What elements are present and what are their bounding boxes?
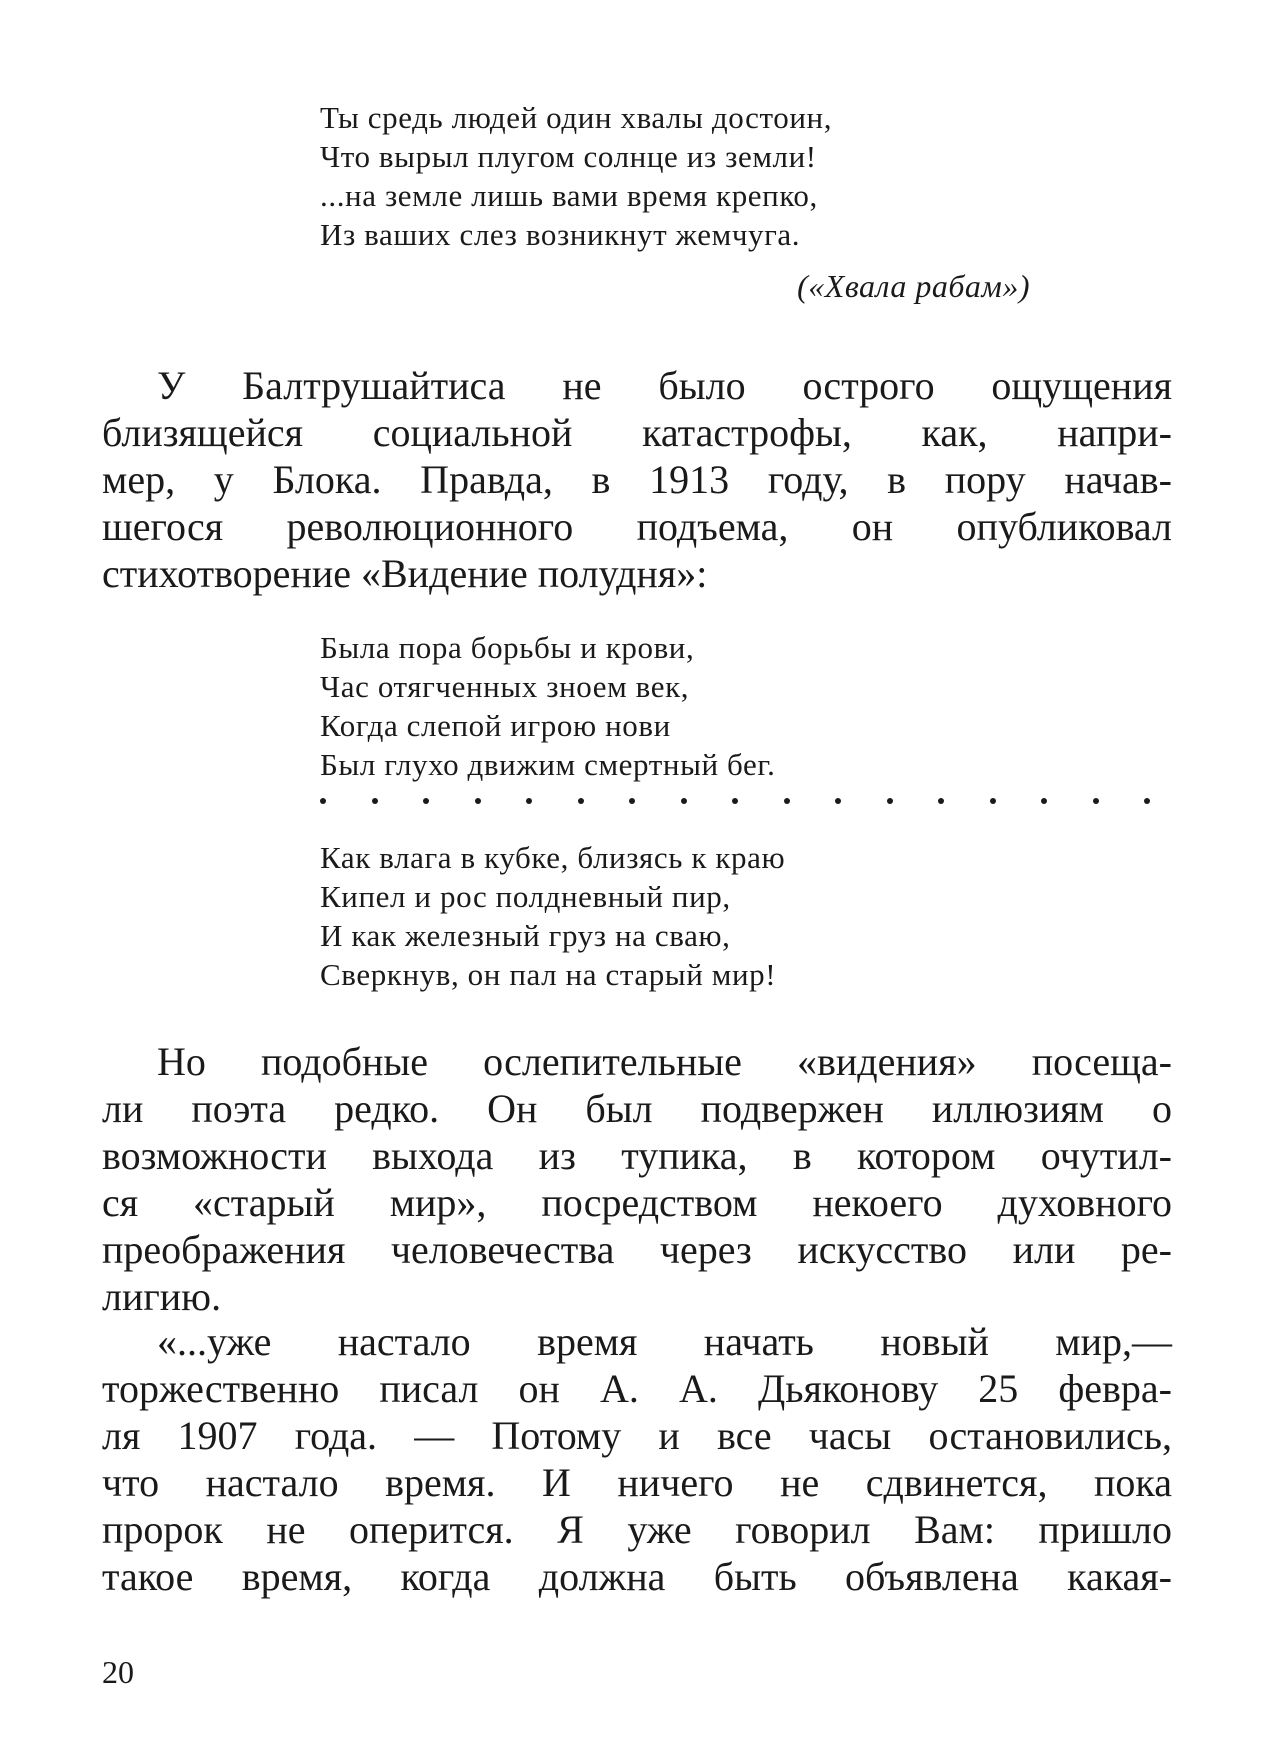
omission-dot: [320, 798, 326, 804]
verse-attribution: («Хвала рабам»): [797, 268, 1030, 304]
verse-line: Когда слепой игрою нови: [320, 708, 671, 743]
verse-line: Как влага в кубке, близясь к краю: [320, 840, 786, 875]
verse-line: Что вырыл плугом солнце из земли!: [320, 139, 817, 174]
paragraph-line: ли поэта редко. Он был подвержен иллюзиям о: [102, 1086, 1172, 1131]
paragraph-line: преображения человечества через искусство или ре-: [102, 1227, 1172, 1272]
omission-dot: [835, 798, 841, 804]
verse-line: Был глухо движим смертный бег.: [320, 747, 776, 782]
verse-line: Ты средь людей один хвалы достоин,: [320, 100, 833, 135]
omission-dot: [578, 798, 584, 804]
omission-dot: [1144, 798, 1150, 804]
paragraph-line: торжественно писал он А. А. Дьяконову 25 февра-: [102, 1366, 1172, 1411]
paragraph-line: шегося революционного подъема, он опубликовал: [102, 504, 1172, 549]
verse-line: И как железный груз на сваю,: [320, 918, 731, 953]
omission-dot: [887, 798, 893, 804]
omission-dot: [629, 798, 635, 804]
omission-dot: [938, 798, 944, 804]
paragraph-line: пророк не оперится. Я уже говорил Вам: пришло: [102, 1507, 1172, 1552]
verse-line: Час отягченных зноем век,: [320, 669, 690, 704]
omission-dot: [372, 798, 378, 804]
verse-line: Была пора борьбы и крови,: [320, 630, 695, 665]
omission-dot: [784, 798, 790, 804]
paragraph-line: ся «старый мир», посредством некоего духовного: [102, 1180, 1172, 1225]
verse-line: ...на земле лишь вами время крепко,: [320, 178, 818, 213]
paragraph-1: [102, 362, 1172, 597]
paragraph-2: [102, 1038, 1172, 1320]
paragraph-line: стихотворение «Видение полудня»:: [102, 551, 708, 596]
paragraph-3: [102, 1318, 1172, 1600]
paragraph-line: что настало время. И ничего не сдвинется, пока: [102, 1460, 1172, 1505]
omission-dot: [732, 798, 738, 804]
paragraph-line: возможности выхода из тупика, в котором очутил-: [102, 1133, 1172, 1178]
paragraph-line: такое время, когда должна быть объявлена какая-: [102, 1554, 1172, 1599]
page-number: 20: [102, 1654, 134, 1690]
omission-dot: [681, 798, 687, 804]
paragraph-line: близящейся социальной катастрофы, как, напри-: [102, 410, 1172, 455]
omission-dot: [1041, 798, 1047, 804]
verse-praise-of-slaves: [320, 98, 1200, 254]
verse-line: Сверкнув, он пал на старый мир!: [320, 957, 777, 992]
omission-dot: [1093, 798, 1099, 804]
omission-dots: [320, 798, 1150, 804]
omission-dot: [990, 798, 996, 804]
verse-line: Кипел и рос полдневный пир,: [320, 879, 731, 914]
paragraph-line: лигию.: [102, 1274, 222, 1319]
omission-dot: [423, 798, 429, 804]
omission-dot: [526, 798, 532, 804]
paragraph-line: ля 1907 года. — Потому и все часы остановились,: [102, 1413, 1172, 1458]
paragraph-line: «...уже настало время начать новый мир,—: [157, 1319, 1172, 1364]
verse-vision-stanza-1: [320, 628, 1200, 784]
paragraph-line: мер, у Блока. Правда, в 1913 году, в пору начав-: [102, 457, 1172, 502]
verse-vision-stanza-2: [320, 838, 1200, 994]
verse-line: Из ваших слез возникнут жемчуга.: [320, 217, 801, 252]
paragraph-line: У Балтрушайтиса не было острого ощущения: [157, 363, 1172, 408]
paragraph-line: Но подобные ослепительные «видения» посеща-: [157, 1039, 1172, 1084]
omission-dot: [475, 798, 481, 804]
